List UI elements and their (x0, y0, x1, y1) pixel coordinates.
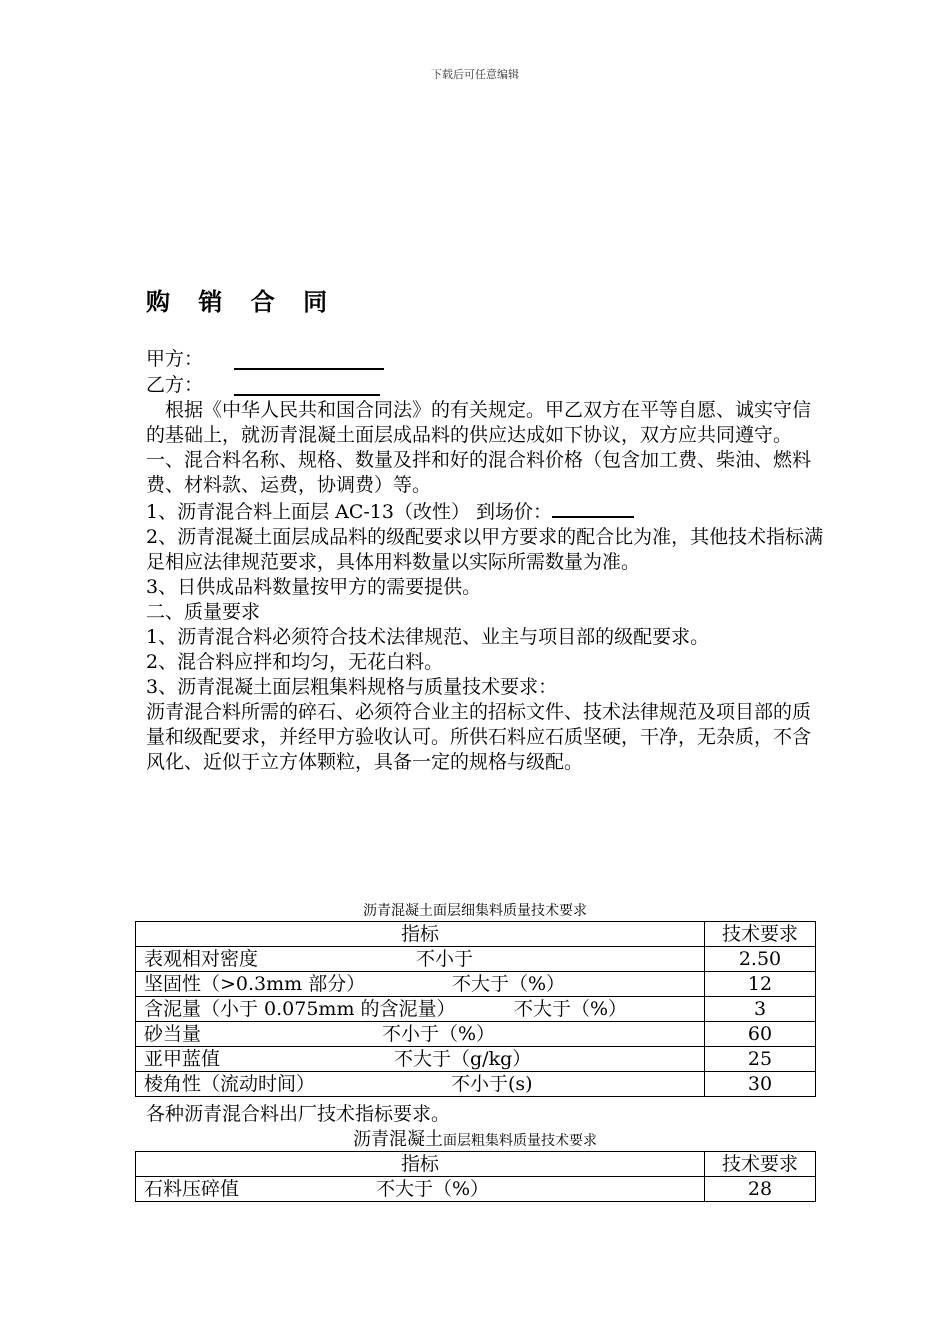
indicator-name: 亚甲蓝值 (144, 1048, 221, 1070)
price-blank (552, 498, 634, 518)
indicator-cell (136, 1022, 705, 1047)
contract-body (146, 398, 826, 775)
indicator-name: 坚固性（>0.3mm 部分） (144, 973, 366, 995)
requirement-value: 3 (705, 997, 816, 1022)
requirement-value: 12 (705, 972, 816, 997)
party-a-row (146, 346, 203, 372)
requirement-value: 60 (705, 1022, 816, 1047)
table2-caption (0, 1128, 950, 1153)
indicator-name: 表观相对密度 (144, 948, 259, 970)
item-1-text: 1、沥青混合料上面层 AC-13（改性） 到场价： (146, 501, 553, 523)
aggregate-paragraph: 沥青混合料所需的碎石、必须符合业主的招标文件、技术法律规范及项目部的质量和级配要求，并经甲方验收认可。所供石料应石质坚硬，干净，无杂质，不含风化、近似于立方体颗粒，具备一定的规格与级配。 (146, 701, 812, 773)
requirement-header: 技术要求 (705, 922, 816, 947)
indicator-header: 指标 (136, 1152, 705, 1177)
table-row (136, 972, 816, 997)
party-a-label: 甲方： (146, 348, 204, 370)
section-two-heading: 二、质量要求 (146, 601, 261, 623)
quality-item-1: 1、沥青混合料必须符合技术法律规范、业主与项目部的级配要求。 (146, 626, 710, 648)
table2-caption-large: 沥青混凝土 (353, 1129, 443, 1150)
indicator-cell (136, 997, 705, 1022)
table-row (136, 947, 816, 972)
indicator-condition: 不小于（%） (382, 1023, 496, 1045)
indicator-cell (136, 972, 705, 997)
party-a-blank (234, 346, 384, 370)
indicator-condition: 不大于（g/kg） (394, 1048, 532, 1070)
quality-item-3: 3、沥青混凝土面层粗集料规格与质量技术要求： (146, 676, 558, 698)
indicator-condition: 不小于(s) (451, 1073, 533, 1095)
quality-item-2: 2、混合料应拌和均匀，无花白料。 (146, 651, 444, 673)
table-row (136, 1177, 816, 1202)
table1-caption: 沥青混凝土面层细集料质量技术要求 (363, 903, 587, 919)
indicator-header: 指标 (136, 922, 705, 947)
indicator-name: 含泥量（小于 0.075mm 的含泥量） (144, 998, 456, 1020)
intro-paragraph: 根据《中华人民共和国合同法》的有关规定。甲乙双方在平等自愿、诚实守信的基础上，就沥青混凝土面层成品料的供应达成如下协议，双方应共同遵守。 (146, 399, 812, 446)
item-3: 3、日供成品料数量按甲方的需要提供。 (146, 576, 482, 598)
table-row (136, 997, 816, 1022)
indicator-name: 砂当量 (144, 1023, 202, 1045)
header-note: 下载后可任意编辑 (431, 68, 519, 81)
party-b-label: 乙方： (146, 374, 204, 396)
indicator-cell (136, 1047, 705, 1072)
requirement-value: 30 (705, 1072, 816, 1097)
indicator-cell (136, 947, 705, 972)
table-row (136, 1047, 816, 1072)
table-header-row (136, 922, 816, 947)
requirement-value: 28 (705, 1177, 816, 1202)
indicator-condition: 不大于（%） (376, 1178, 490, 1200)
indicator-condition: 不大于（%） (452, 973, 566, 995)
requirement-value: 2.50 (705, 947, 816, 972)
fine-aggregate-table (135, 921, 816, 1097)
indicator-name: 棱角性（流动时间） (144, 1073, 316, 1095)
requirement-header: 技术要求 (705, 1152, 816, 1177)
indicator-name: 石料压碎值 (144, 1178, 240, 1200)
indicator-condition: 不大于（%） (514, 998, 628, 1020)
table-row (136, 1072, 816, 1097)
item-2: 2、沥青混凝土面层成品料的级配要求以甲方要求的配合比为准，其他技术指标满足相应法律规范要求，具体用料数量以实际所需数量为准。 (146, 526, 824, 573)
indicator-cell (136, 1177, 705, 1202)
requirement-value: 25 (705, 1047, 816, 1072)
between-tables-text: 各种沥青混合料出厂技术指标要求。 (146, 1103, 451, 1125)
indicator-cell (136, 1072, 705, 1097)
party-b-blank (234, 372, 380, 396)
table2-caption-small: 面层粗集料质量技术要求 (443, 1133, 597, 1149)
table-row (136, 1022, 816, 1047)
indicator-condition: 不小于 (416, 948, 474, 970)
document-title: 购 销 合 同 (146, 288, 338, 316)
party-b-row (146, 372, 203, 398)
item-1-price (146, 498, 826, 525)
coarse-aggregate-table (135, 1151, 816, 1202)
table-header-row (136, 1152, 816, 1177)
section-one-heading: 一、混合料名称、规格、数量及拌和好的混合料价格（包含加工费、柴油、燃料费、材料款、运费，协调费）等。 (146, 449, 812, 496)
